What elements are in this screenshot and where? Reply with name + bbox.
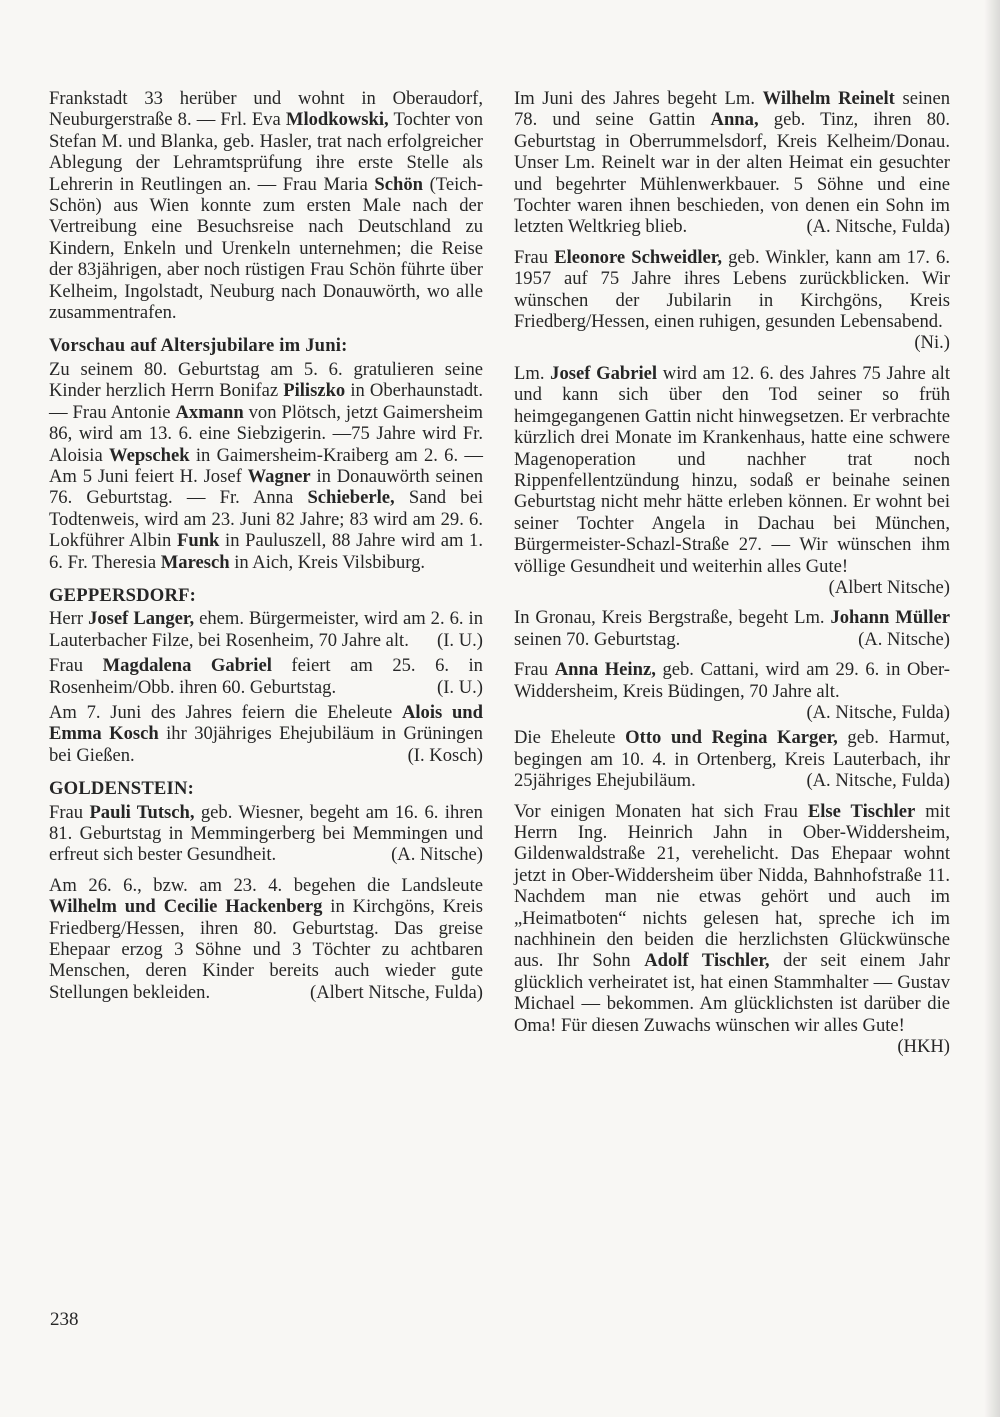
person-name: Funk bbox=[177, 530, 220, 552]
paragraph-text: wird am 12. 6. des Jahres 75 Jahre alt und kann sich über den Tod seiner so früh heimgegangenen Gattin nicht hinwegsetzen. Er verbrachte kürzlich drei Monate im Krankenhaus, hatte eine schwere Magenoperation und nachher trat noch Rippenfellentzündung hinzu, sodaß er beinahe seinen Geburtstag nicht mehr hätte erleben können. Er wohnt bei seiner Tochter Angela in Dachau bei München, Bürgermeister-Schazl-Straße 27. — Wir wünschen ihm völlige Gesundheit und weiterhin alles Gute! bbox=[514, 362, 950, 577]
author-signature: (A. Nitsche, Fulda) bbox=[806, 216, 950, 238]
article-paragraph bbox=[49, 802, 483, 866]
person-name: Else Tischler bbox=[807, 800, 916, 822]
person-name: Josef Langer, bbox=[88, 608, 195, 630]
paragraph-text: mit Herrn Ing. Heinrich Jahn in Ober-Widdersheim, Gildenwaldstraße 21, verehelicht. Das Ehepaar wohnt jetzt in Ober-Widdersheim über Nidda, Bahnhofstraße 11. Nachdem man nie etwas gehört und auch im „Heimatboten“ nichts gelesen hat, spreche ich im nachhinein den beiden die herzlichsten Glückwünsche aus. Ihr Sohn bbox=[514, 800, 950, 972]
person-name: Schön bbox=[374, 173, 423, 195]
paragraph-text: in Gaimersheim-Kraiberg am 2. 6. — Am 5 Juni feiert H. Josef bbox=[49, 444, 483, 487]
article-paragraph bbox=[514, 363, 950, 598]
person-name: Johann Müller bbox=[830, 607, 950, 629]
paragraph-text: Frau bbox=[514, 246, 555, 268]
paragraph-text: feiert am 25. 6. in Rosenheim/Obb. ihren 60. Geburtstag. bbox=[49, 655, 483, 698]
paragraph-text: in Pauluszell, 88 Jahre wird am 1. 6. Fr. Theresia bbox=[49, 530, 483, 573]
author-signature: (I. Kosch) bbox=[407, 744, 483, 766]
person-name: Josef Gabriel bbox=[550, 362, 658, 384]
paragraph-text: geb. Tinz, ihren 80. Geburtstag in Oberrummelsdorf, Kreis Kelheim/Donau. Unser Lm. Reinelt war in der alten Heimat ein gesuchter und begehrter Mühlenwerkbauer. 5 Söhne und eine Tochter waren ihnen beschieden, von denen ein Sohn im letzten Weltkrieg blieb. bbox=[514, 109, 950, 238]
paragraph-text: Frau bbox=[514, 659, 555, 681]
paragraph-text: Die Eheleute bbox=[514, 727, 626, 749]
paragraph-text: In Gronau, Kreis Bergstraße, begeht Lm. bbox=[514, 607, 831, 629]
article-paragraph bbox=[49, 875, 483, 1003]
article-paragraph bbox=[49, 655, 483, 698]
author-signature: (A. Nitsche, Fulda) bbox=[806, 770, 950, 792]
paragraph-text: geb. Cattani, wird am 29. 6. in Ober-Widdersheim, Kreis Büdingen, 70 Jahre alt. bbox=[514, 659, 950, 702]
person-name: Otto und Regina Karger, bbox=[625, 727, 838, 749]
person-name: Maresch bbox=[160, 551, 230, 573]
paragraph-text: in Kirchgöns, Kreis Friedberg/Hessen, ihren 80. Geburtstag. Das greise Ehepaar erzog 3 Söhne und 3 Töchter zu achtbaren Menschen, deren Kinder bereits auch wieder gute Stellungen bekleiden. bbox=[49, 896, 483, 1003]
article-paragraph bbox=[514, 727, 950, 791]
paragraph-text: geb. Winkler, kann am 17. 6. 1957 auf 75 Jahre ihres Lebens zurückblicken. Wir wünschen der Jubilarin in Kirchgöns, Kreis Friedberg/Hessen, einen ruhigen, gesunden Lebensabend. bbox=[514, 246, 950, 333]
person-name: Mlodkowski, bbox=[285, 109, 389, 131]
author-signature: (Ni.) bbox=[914, 332, 950, 354]
person-name: Axmann bbox=[175, 401, 244, 423]
person-name: Eleonore Schweidler, bbox=[554, 246, 722, 268]
author-signature: (A. Nitsche) bbox=[858, 628, 950, 650]
right-column bbox=[514, 88, 950, 1066]
paragraph-text: Vor einigen Monaten hat sich Frau bbox=[514, 800, 808, 822]
person-name: Wilhelm Reinelt bbox=[762, 88, 895, 109]
person-name: Schieberle, bbox=[307, 487, 395, 509]
article-paragraph bbox=[514, 247, 950, 354]
paragraph-text: Im Juni des Jahres begeht Lm. bbox=[514, 88, 763, 109]
person-name: Alois und Emma Kosch bbox=[49, 701, 483, 745]
paragraph-text: Zu seinem 80. Geburtstag am 5. 6. gratulieren seine Kinder herzlich Herrn Bonifaz bbox=[49, 358, 483, 402]
paragraph-text: Tochter von Stefan M. und Blanka, geb. Hasler, trat nach erfolgreicher Ablegung der Lehramtsprüfung ihre erste Stelle als Lehrerin in Reutlingen an. — Frau Maria bbox=[49, 109, 483, 195]
section-heading: GOLDENSTEIN: bbox=[49, 778, 194, 800]
person-name: Anna, bbox=[710, 109, 759, 131]
paragraph-text: in Aich, Kreis Vilsbiburg. bbox=[229, 551, 426, 573]
paragraph-text: Am 7. Juni des Jahres feiern die Eheleute bbox=[49, 701, 402, 723]
page-edge-shadow bbox=[984, 0, 1000, 1417]
paragraph-text: ehem. Bürgermeister, wird am 2. 6. in Lauterbacher Filze, bei Rosenheim, 70 Jahre alt. bbox=[49, 608, 483, 651]
paragraph-text: in Donauwörth seinen 76. Geburtstag. — Fr. Anna bbox=[49, 465, 483, 509]
person-name: Anna Heinz, bbox=[554, 659, 656, 681]
author-signature: (A. Nitsche) bbox=[391, 844, 483, 866]
paragraph-text: Frau bbox=[49, 801, 90, 823]
person-name: Piliszko bbox=[283, 380, 346, 402]
section-heading: GEPPERSDORF: bbox=[49, 584, 197, 606]
author-signature: (I. U.) bbox=[437, 676, 483, 698]
paragraph-text: Frankstadt 33 herüber und wohnt in Oberaudorf, Neuburgerstraße 8. — Frl. Eva bbox=[49, 88, 483, 131]
paragraph-text: Lm. bbox=[514, 362, 551, 384]
paragraph-text: ihr 30jähriges Ehejubiläum in Grüningen bei Gießen. bbox=[49, 723, 483, 766]
person-name: Pauli Tutsch, bbox=[89, 801, 195, 823]
author-signature: (I. U.) bbox=[437, 629, 483, 651]
paragraph-text: Sand bei Todtenweis, wird am 23. Juni 82 Jahre; 83 wird am 29. 6. Lokführer Albin bbox=[49, 487, 484, 552]
paragraph-text: Herr bbox=[49, 608, 89, 630]
person-name: Wilhelm und Cecilie Hackenberg bbox=[49, 896, 323, 918]
paragraph-text: geb. Harmut, begingen am 10. 4. in Ortenberg, Kreis Lauterbach, ihr 25jähriges Ehejubiläum. bbox=[514, 727, 950, 792]
paragraph-text: Frau bbox=[49, 655, 103, 677]
author-signature: (A. Nitsche, Fulda) bbox=[806, 701, 950, 723]
paragraph-text: seinen 78. und seine Gattin bbox=[514, 88, 950, 131]
section-heading: Vorschau auf Altersjubilare im Juni: bbox=[49, 335, 348, 357]
person-name: Wepschek bbox=[109, 444, 190, 466]
person-name: Wagner bbox=[247, 465, 311, 487]
article-paragraph bbox=[49, 702, 483, 766]
author-signature: (HKH) bbox=[897, 1036, 950, 1058]
author-signature: (Albert Nitsche) bbox=[828, 576, 950, 598]
paragraph-text: der seit einem Jahr glücklich verheiratet ist, hat einen Stammhalter — Gustav Michael — bekommen. Am glücklichsten ist darüber die Oma! Für diesen Zuwachs wünschen wir alles Gute! bbox=[514, 950, 950, 1036]
article-paragraph bbox=[514, 801, 950, 1058]
article-paragraph bbox=[514, 607, 950, 650]
paragraph-text: (Teich-Schön) aus Wien konnte zum ersten Male nach der Vertreibung eine Besuchsreise nach Deutschland zu Kindern, Enkeln und Urenkeln unternehmen; die Reise der 83jährigen, aber noch rüstigen Frau Schön führte über Kelheim, Ingolstadt, Neuburg nach Donauwörth, wo alle zusammentrafen. bbox=[49, 173, 483, 324]
article-paragraph bbox=[49, 359, 483, 573]
paragraph-text: von Plötsch, jetzt Gaimersheim 86, wird am 13. 6. eine Siebzigerin. —75 Jahre wird Fr. Aloisia bbox=[49, 401, 484, 466]
left-column bbox=[49, 88, 483, 1012]
paragraph-text: geb. Wiesner, begeht am 16. 6. ihren 81. Geburtstag in Memmingerberg bei Memmingen und erfreut sich bester Gesundheit. bbox=[49, 801, 483, 866]
article-paragraph bbox=[514, 659, 950, 723]
author-signature: (Albert Nitsche, Fulda) bbox=[310, 981, 483, 1003]
person-name: Adolf Tischler, bbox=[644, 950, 770, 972]
article-paragraph bbox=[514, 88, 950, 238]
paragraph-text: Am 26. 6., bzw. am 23. 4. begehen die Landsleute bbox=[49, 874, 483, 896]
article-paragraph bbox=[49, 88, 483, 323]
paragraph-text: seinen 70. Geburtstag. bbox=[514, 628, 681, 650]
paragraph-text: in Oberhaunstadt. — Frau Antonie bbox=[49, 380, 483, 423]
person-name: Magdalena Gabriel bbox=[102, 655, 272, 677]
page-number: 238 bbox=[50, 1309, 79, 1330]
article-paragraph bbox=[49, 608, 483, 651]
